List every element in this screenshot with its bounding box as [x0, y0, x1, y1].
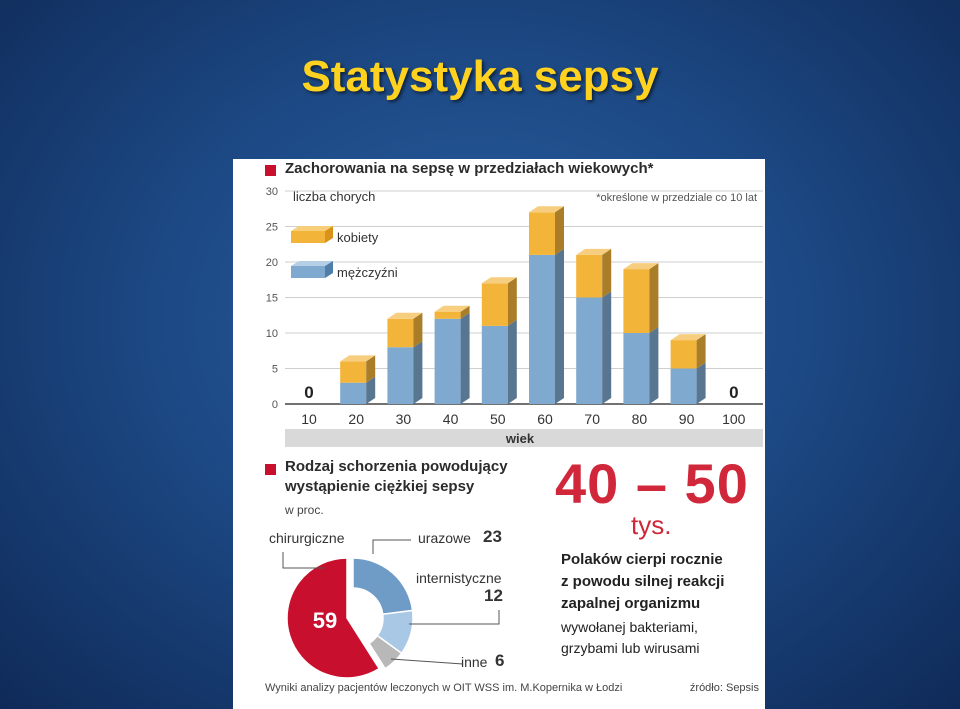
stat-line-5: grzybami lub wirusami [561, 640, 700, 656]
stat-line-4: wywołanej bakteriami, [561, 619, 698, 635]
pie-value-urazowe: 23 [483, 527, 502, 546]
pie-title-line1: Rodzaj schorzenia powodujący [285, 458, 508, 475]
slide-title: Statystyka sepsy [301, 52, 659, 101]
pie-value-inne: 6 [495, 651, 505, 670]
x-tick-label: 30 [395, 411, 412, 427]
bar-segment-kobiety-90 [671, 334, 706, 368]
pie-subtitle: w proc. [285, 503, 324, 517]
bar-segment-mężczyźni-60 [529, 249, 564, 404]
y-tick-label: 15 [265, 292, 278, 305]
y-tick-label: 30 [265, 186, 278, 198]
infographic-panel [233, 159, 765, 709]
x-tick-label: 100 [722, 411, 746, 427]
stat-range: 40 – 50 [555, 452, 749, 515]
bar-segment-mężczyźni-80 [623, 327, 658, 404]
bar-chart-title: Zachorowania na sepsę w przedziałach wiekowych* [285, 160, 654, 177]
y-tick-label: 0 [271, 399, 278, 411]
x-axis-label: wiek [505, 431, 535, 446]
pie-label-inne: inne [461, 654, 488, 670]
pie-center-value: 59 [312, 608, 338, 633]
stat-line-3: zapalnej organizmu [561, 595, 701, 612]
y-tick-label: 25 [265, 221, 278, 234]
bar-segment-mężczyźni-90 [671, 363, 706, 405]
legend-label-mezczyzni: mężczyźni [337, 265, 398, 280]
pie-label-internistyczne: internistyczne [416, 570, 502, 586]
x-tick-label: 60 [537, 411, 553, 427]
legend-kobiety [291, 226, 379, 245]
bar-segment-mężczyźni-50 [482, 320, 517, 404]
pie-label-urazowe: urazowe [418, 530, 471, 546]
bar-zero-label-10: 0 [304, 383, 314, 402]
bar-segment-kobiety-80 [623, 263, 658, 333]
bar-segment-kobiety-30 [387, 313, 422, 347]
pie-label-chirurgiczne: chirurgiczne [269, 530, 345, 546]
bar-segment-mężczyźni-70 [576, 292, 611, 405]
bar-segment-kobiety-20 [340, 355, 375, 382]
pie-value-internistyczne: 12 [484, 586, 503, 605]
stat-line-2: z powodu silnej reakcji [561, 573, 725, 590]
chart-footnote: *określone w przedziale co 10 lat [596, 192, 757, 204]
y-axis-label: liczba chorych [293, 189, 376, 204]
x-tick-label: 10 [301, 411, 317, 427]
x-tick-label: 80 [631, 411, 648, 427]
bar-segment-kobiety-70 [576, 249, 611, 298]
x-tick-label: 20 [348, 411, 364, 427]
x-tick-label: 40 [442, 411, 459, 427]
leader-urazowe [373, 540, 411, 554]
y-tick-label: 5 [271, 363, 278, 376]
bar-chart [233, 181, 765, 471]
x-tick-label: 90 [678, 411, 695, 427]
x-tick-label: 70 [584, 411, 600, 427]
pie-slice-urazowe [353, 558, 413, 614]
footer-note: Wyniki analizy pacjentów leczonych w OIT WSS im. M.Kopernika w Łodzi [265, 682, 623, 694]
stat-line-1: Polaków cierpi rocznie [561, 551, 723, 568]
y-tick-label: 20 [265, 257, 278, 269]
section-marker-pie [265, 464, 276, 475]
legend-label-kobiety: kobiety [337, 230, 379, 245]
leader-inne [391, 659, 463, 664]
section-marker-bars [265, 165, 276, 176]
bar-segment-kobiety-60 [529, 206, 564, 255]
bar-segment-mężczyźni-40 [435, 313, 470, 404]
bar-zero-label-100: 0 [729, 383, 739, 402]
x-tick-label: 50 [490, 411, 506, 427]
footer-source: źródło: Sepsis [689, 682, 759, 694]
bar-segment-mężczyźni-30 [387, 341, 422, 404]
y-tick-label: 10 [265, 328, 278, 340]
pie-title-line2: wystąpienie ciężkiej sepsy [285, 478, 475, 495]
legend-mezczyzni [291, 261, 398, 280]
stat-unit: tys. [631, 510, 672, 540]
leader-internistyczne [409, 610, 499, 624]
bar-segment-kobiety-50 [482, 277, 517, 326]
